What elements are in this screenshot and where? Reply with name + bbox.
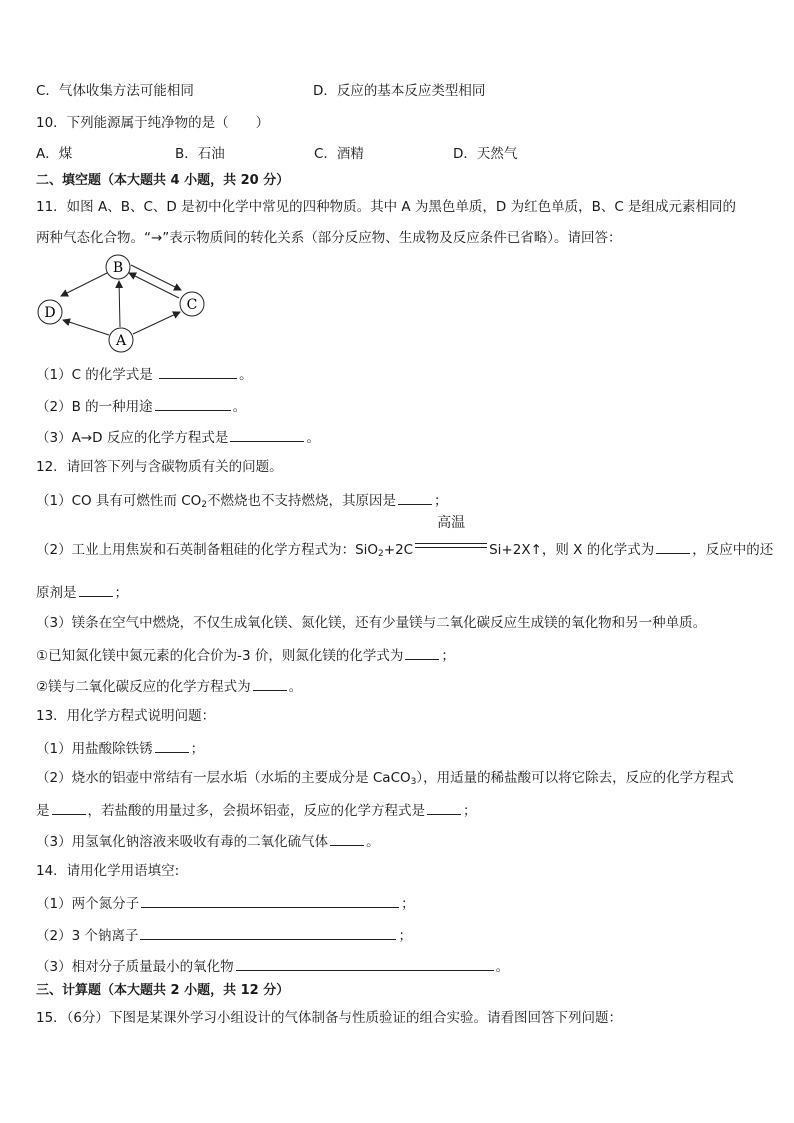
q13-sub1: （1）用盐酸除铁锈 ； [36, 738, 204, 758]
section-2-heading: 二、填空题（本大题共 4 小题，共 20 分） [36, 173, 290, 188]
q12-sub2-cont: 原剂是 ； [36, 582, 128, 602]
q15-stem: 15．（6分）下图是某课外学习小组设计的气体制备与性质验证的组合实验。请看图回答下列问题： [36, 1010, 623, 1026]
node-a-label: A [115, 333, 127, 349]
q11-conversion-diagram [30, 250, 220, 356]
high-temperature-equals-sign: 高温 [413, 536, 489, 554]
arrow-a-to-c [133, 312, 180, 334]
node-c-label: C [186, 297, 198, 313]
q12-sub3-1: ①已知氮化镁中氮元素的化合价为-3 价，则氮化镁的化学式为 ； [36, 645, 455, 665]
q13-sub2: （2）烧水的铝壶中常结有一层水垢（水垢的主要成分是 CaCO$_3$），用适量的稀盐酸可以将它除去，反应的化学方程式 [36, 770, 734, 787]
answer-blank[interactable] [253, 676, 287, 691]
answer-blank[interactable] [140, 925, 396, 940]
q14-sub2: （2）3 个钠离子 ； [36, 925, 412, 945]
q12-sub2: （2）工业上用焦炭和石英制备粗硅的化学方程式为：SiO$_2$+2C 高温 Si+2X↑，则 X 的化学式为 ，反应中的还 [36, 515, 774, 559]
answer-blank[interactable] [330, 831, 364, 846]
q11-sub1: （1）C 的化学式是 。 [36, 364, 253, 384]
q12-sub3: （3）镁条在空气中燃烧，不仅生成氧化镁、氮化镁，还有少量镁与二氧化碳反应生成镁的氧化物和另一种单质。 [36, 615, 707, 631]
answer-blank[interactable] [236, 956, 494, 971]
answer-blank[interactable] [155, 396, 231, 411]
q9-option-d: D．反应的基本反应类型相同 [313, 83, 486, 99]
q9-option-c: C．气体收集方法可能相同 [36, 83, 194, 99]
answer-blank[interactable] [52, 800, 86, 815]
q14-stem: 14．请用化学用语填空: [36, 863, 180, 879]
node-b-label: B [112, 260, 124, 276]
q14-sub1: （1）两个氮分子 ； [36, 893, 415, 913]
answer-blank[interactable] [656, 539, 690, 554]
answer-blank[interactable] [398, 490, 432, 505]
q14-sub3: （3）相对分子质量最小的氧化物 。 [36, 956, 509, 976]
answer-blank[interactable] [159, 364, 237, 379]
q12-stem: 12．请回答下列与含碳物质有关的问题。 [36, 459, 283, 475]
q11-sub2: （2）B 的一种用途 。 [36, 396, 246, 416]
q12-sub1: （1）CO 具有可燃性而 $CO_2$不燃烧也不支持燃烧，其原因是 ； [36, 490, 448, 510]
q12-sub3-2: ②镁与二氧化碳反应的化学方程式为 。 [36, 676, 302, 696]
q11-sub3: （3）A→D 反应的化学方程式是 。 [36, 427, 320, 447]
answer-blank[interactable] [405, 645, 439, 660]
section-3-heading: 三、计算题（本大题共 2 小题，共 12 分） [36, 983, 290, 998]
arrow-b-to-d [61, 273, 107, 296]
answer-blank[interactable] [427, 800, 461, 815]
arrow-a-to-d [63, 320, 109, 335]
answer-blank[interactable] [230, 427, 304, 442]
answer-blank[interactable] [155, 738, 189, 753]
q13-sub2-cont: 是 ，若盐酸的用量过多，会损坏铝壶，反应的化学方程式是 ； [36, 800, 477, 820]
q13-sub3: （3）用氢氧化钠溶液来吸收有毒的二氧化硫气体 。 [36, 831, 380, 851]
q11-stem-line1: 11．如图 A、B、C、D 是初中化学中常见的四种物质。其中 A 为黑色单质，D 为红色单质，B、C 是组成元素相同的 [36, 199, 737, 215]
node-d-label: D [44, 305, 56, 321]
q10-option-b: B．石油 [175, 146, 225, 162]
q13-stem: 13．用化学方程式说明问题： [36, 708, 216, 724]
answer-blank[interactable] [79, 582, 113, 597]
q10-option-a: A．煤 [36, 146, 73, 162]
q10-option-c: C．酒精 [314, 146, 364, 162]
answer-blank[interactable] [141, 893, 399, 908]
q10-stem: 10．下列能源属于纯净物的是（ ） [36, 115, 270, 131]
q11-stem-line2: 两种气态化合物。“→”表示物质间的转化关系（部分反应物、生成物及反应条件已省略）。请回答： [36, 230, 622, 246]
arrow-a-to-b [119, 281, 120, 327]
q10-option-d: D．天然气 [453, 146, 518, 162]
